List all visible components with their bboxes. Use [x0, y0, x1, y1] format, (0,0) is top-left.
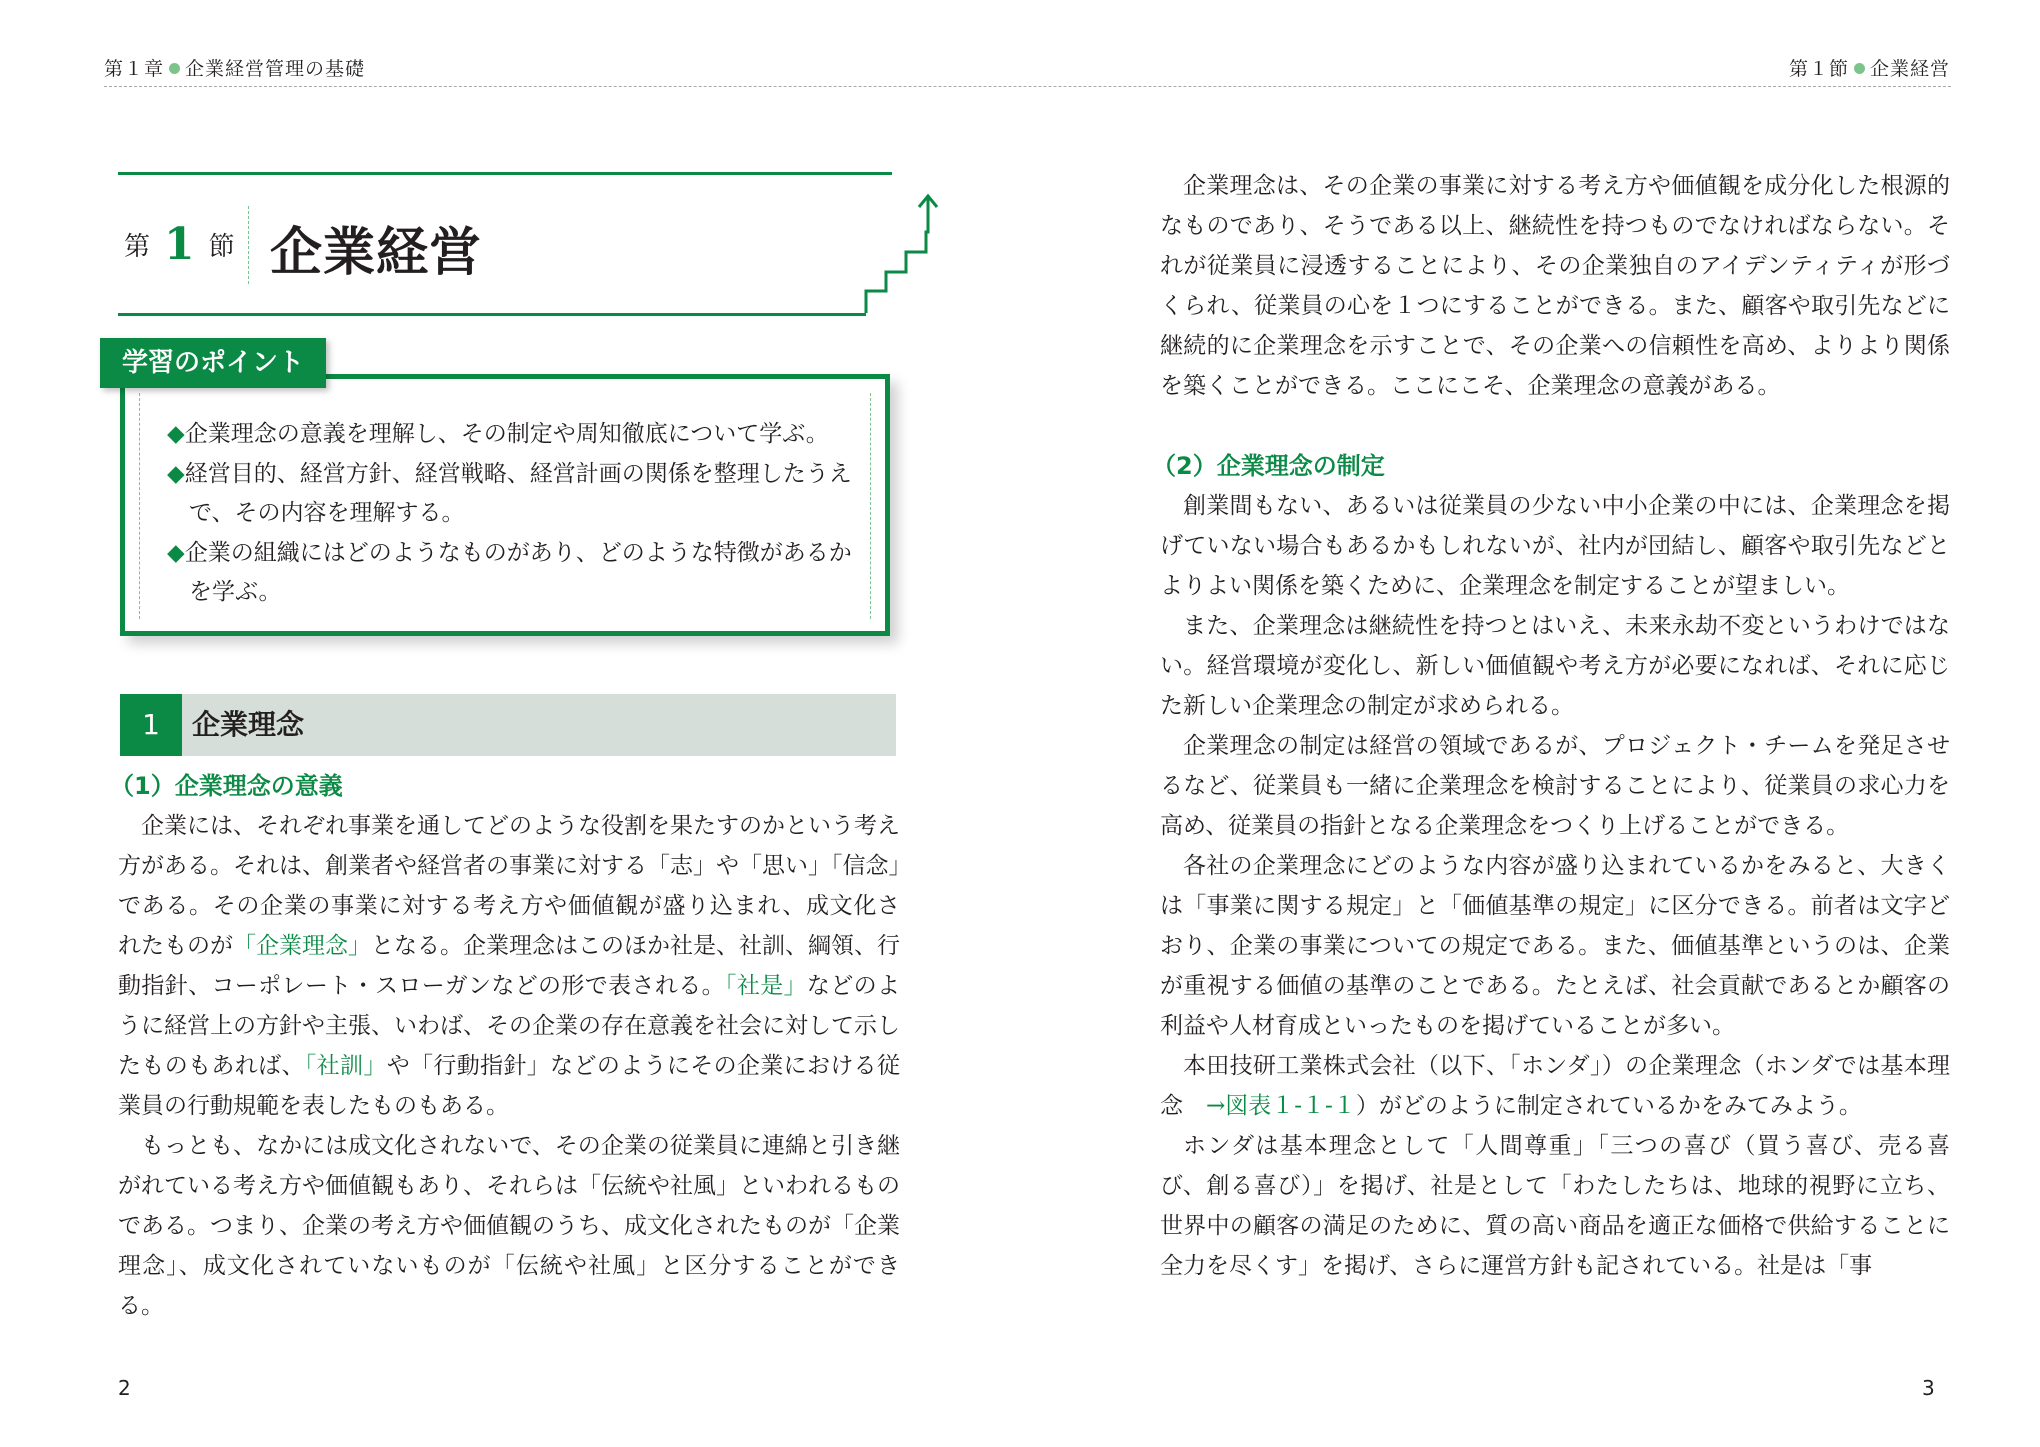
- subheading-establishment: （2）企業理念の制定: [1152, 452, 1385, 480]
- heading-title: 企業理念: [192, 708, 305, 741]
- page-number-left: 2: [118, 1376, 131, 1400]
- right-body-text: [1152, 166, 1951, 1286]
- section-header-title: 企業経営: [1869, 58, 1950, 80]
- paragraph: もっとも、なかには成文化されないで、その企業の従業員に連綿と引き継がれている考え方や価値観もあり、それらは「伝統や社風」といわれるものである。つまり、企業の考え方や価値観のうち、成文化されたものが「企業理念」、成文化されていないものが「伝統や社風」と区分することができる。: [118, 1133, 900, 1319]
- paragraph: 各社の企業理念にどのような内容が盛り込まれているかをみると、大きくは「事業に関する規定」と「価値基準の規定」に区分できる。前者は文字どおり、企業の事業についての規定である。また、価値基準というのは、企業が重視する価値の基準のことである。たとえば、社会貢献であるとか顧客の利益や人材育成といったものを掲げていることが多い。: [1160, 853, 1951, 1039]
- page-number-right: 3: [1922, 1376, 1935, 1400]
- section-suffix: 節: [208, 231, 235, 262]
- diamond-bullet-icon: ◆: [167, 539, 185, 566]
- paragraph: 企業理念の制定は経営の領域であるが、プロジェクト・チームを発足させるなど、従業員も一緒に企業理念を検討することにより、従業員の求心力を高め、従業員の指針となる企業理念をつくり上げることができる。: [1160, 733, 1950, 839]
- section-number-label: [124, 212, 235, 276]
- section-top-rule: [118, 172, 892, 175]
- learning-points-list: [167, 415, 857, 613]
- heading-corporate-philosophy: [120, 694, 896, 756]
- learning-point-item: ◆企業の組織にはどのようなものがあり、どのような特徴があるかを学ぶ。: [167, 539, 852, 605]
- section-title-block: [118, 172, 892, 316]
- section-prefix: 第: [124, 231, 151, 262]
- section-label: 第１節: [1788, 58, 1849, 80]
- header-dot-icon: [1854, 63, 1865, 74]
- section-bottom-rule: [118, 313, 866, 316]
- highlight-term: 「社是」: [724, 973, 807, 999]
- figure-reference-link[interactable]: →図表１-１-１: [1206, 1093, 1356, 1119]
- paragraph: また、企業理念は継続性を持つとはいえ、未来永劫不変というわけではない。経営環境が変化し、新しい価値観や考え方が必要になれば、それに応じた新しい企業理念の制定が求められる。: [1160, 613, 1951, 719]
- diamond-bullet-icon: ◆: [167, 421, 185, 447]
- chapter-label: 第１章: [104, 58, 165, 80]
- running-header-right: [1789, 54, 1950, 81]
- paragraph: ホンダは基本理念として「人間尊重」「三つの喜び（買う喜び、売る喜び、創る喜び）」を掲げ、社是として「わたしたちは、地球的視野に立ち、世界中の顧客の満足のために、質の高い商品を適正な価格で供給することに全力を尽くす」を掲げ、さらに運営方針も記されている。社是は「事: [1160, 1133, 1951, 1279]
- subheading-significance: （1）企業理念の意義: [110, 772, 343, 800]
- learning-points-tab: 学習のポイント: [100, 338, 326, 388]
- heading-number: 1: [120, 694, 182, 756]
- learning-point-item: ◆企業理念の意義を理解し、その制定や周知徹底について学ぶ。: [167, 421, 829, 447]
- left-body-text: [118, 806, 900, 1326]
- paragraph: 創業間もない、あるいは従業員の少ない中小企業の中には、企業理念を掲げていない場合もあるかもしれないが、社内が団結し、顧客や取引先などとよりよい関係を築くために、企業理念を制定することが望ましい。: [1160, 493, 1951, 599]
- chapter-title: 企業経営管理の基礎: [185, 58, 366, 80]
- learning-points-box: [120, 374, 890, 636]
- section-number: 1: [164, 218, 195, 270]
- highlight-term: 「企業理念」: [233, 933, 371, 959]
- running-header-left: [104, 54, 365, 81]
- learning-point-item: ◆経営目的、経営方針、経営戦略、経営計画の関係を整理したうえで、その内容を理解する。: [167, 460, 852, 526]
- paragraph: 企業には、それぞれ事業を通してどのような役割を果たすのかという考え方がある。それは、創業者や経営者の事業に対する「志」や「思い」「信念」である。その企業の事業に対する考え方や価値観が盛り込まれ、成文化されたものが「企業理念」となる。企業理念はこのほか社是、社訓、綱領、行動指針、コーポレート・スローガンなどの形で表される。「社是」などのように経営上の方針や主張、いわば、その企業の存在意義を社会に対して示したものもあれば、「社訓」や「行動指針」などのようにその企業における従業員の行動規範を表したものもある。: [118, 813, 901, 1119]
- diamond-bullet-icon: ◆: [167, 460, 185, 487]
- header-dot-icon: [169, 63, 180, 74]
- highlight-term: 「社訓」: [304, 1053, 387, 1079]
- section-title: 企業経営: [270, 223, 483, 283]
- paragraph: 本田技研工業株式会社（以下、「ホンダ」）の企業理念（ホンダでは基本理念 →図表１-１-１）がどのように制定されているかをみてみよう。: [1160, 1053, 1950, 1119]
- header-divider: [104, 86, 1951, 87]
- section-divider: [248, 206, 249, 284]
- paragraph: 企業理念は、その企業の事業に対する考え方や価値観を成分化した根源的なものであり、そうである以上、継続性を持つものでなければならない。それが従業員に浸透することにより、その企業独自のアイデンティティが形づくられ、従業員の心を１つにすることができる。また、顧客や取引先などに継続的に企業理念を示すことで、その企業への信頼性を高め、よりより関係を築くことができる。ここにこそ、企業理念の意義がある。: [1160, 173, 1950, 399]
- stairs-arrow-icon: [858, 190, 968, 318]
